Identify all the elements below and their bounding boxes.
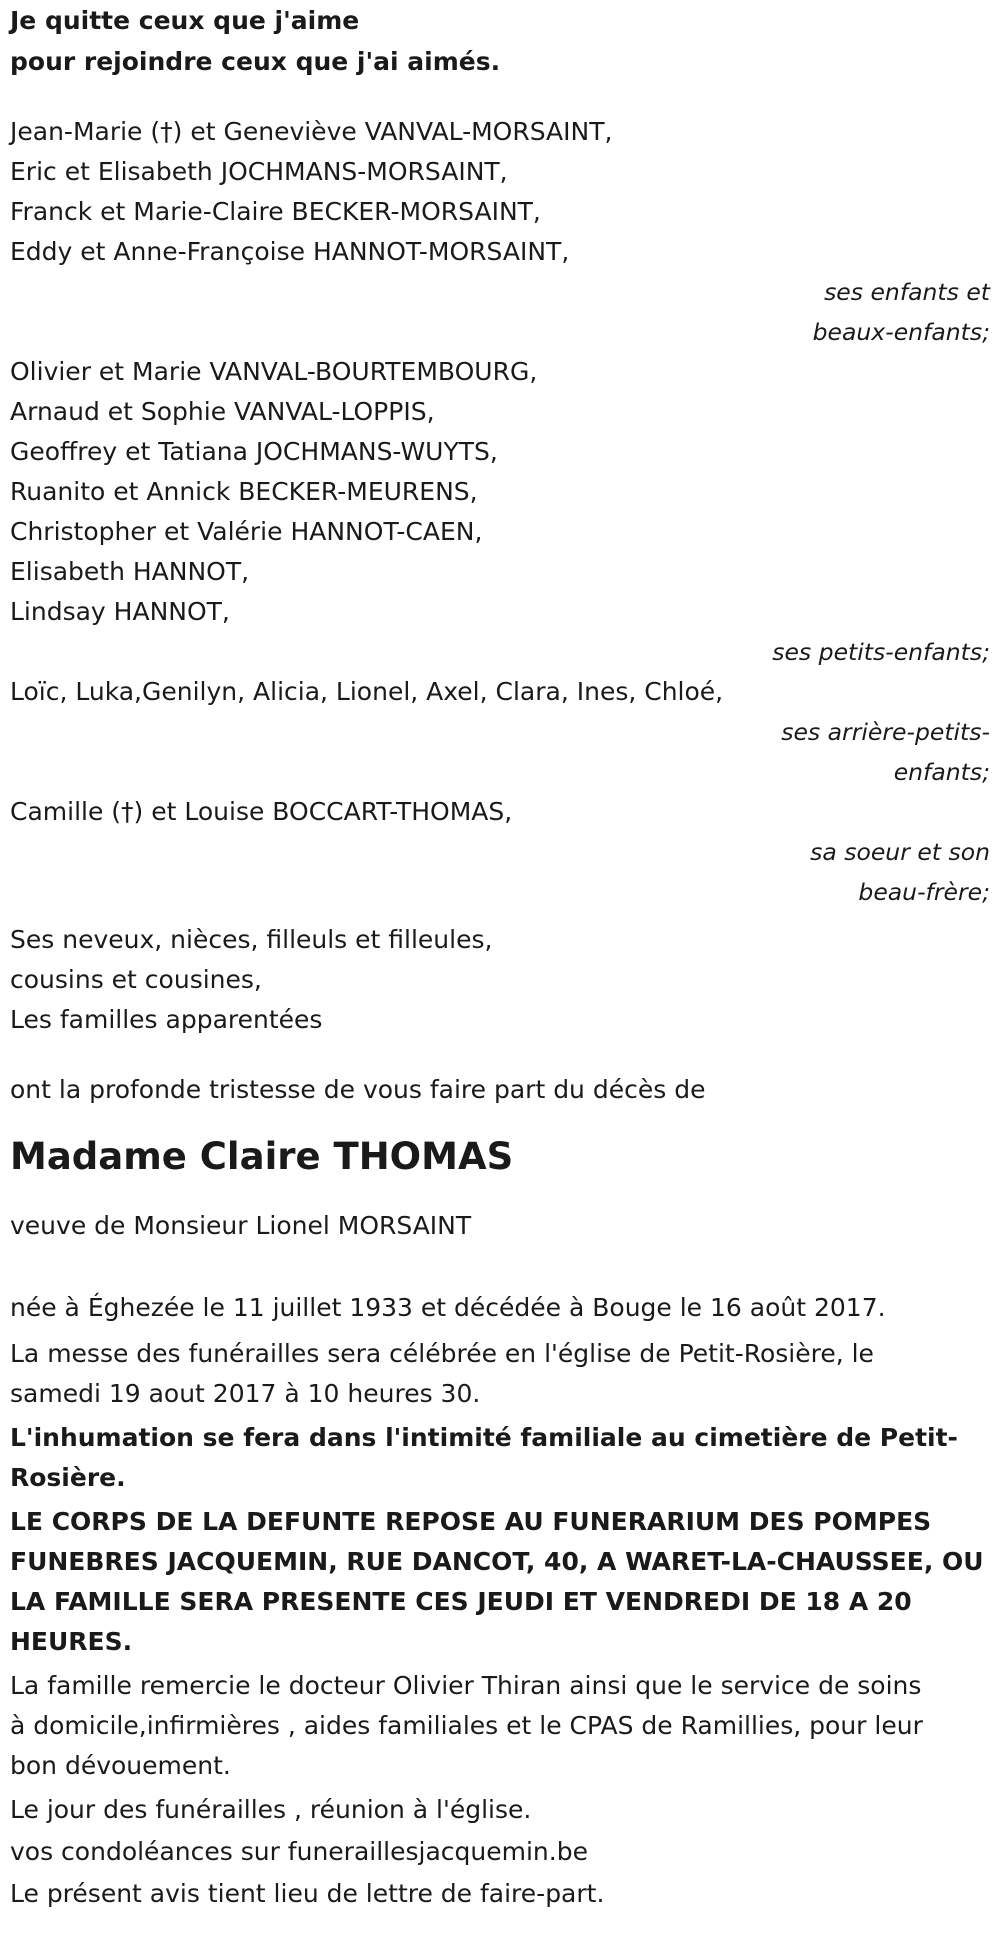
meeting-info: Le jour des funérailles , réunion à l'église. — [10, 1795, 532, 1824]
family-member: Geoffrey et Tatiana JOCHMANS-WUYTS, — [10, 437, 498, 466]
family-member: Eddy et Anne-Françoise HANNOT-MORSAINT, — [10, 237, 570, 266]
grandchildren-role: ses petits-enfants; — [772, 638, 990, 666]
family-member: Elisabeth HANNOT, — [10, 557, 250, 586]
family-member: Franck et Marie-Claire BECKER-MORSAINT, — [10, 197, 541, 226]
burial-line: L'inhumation se fera dans l'intimité familiale au cimetière de Petit- — [10, 1423, 958, 1452]
sibling-role — [10, 832, 990, 912]
mass-line: La messe des funérailles sera célébrée en l'église de Petit-Rosière, le — [10, 1339, 874, 1368]
funerarium-line: FUNEBRES JACQUEMIN, RUE DANCOT, 40, A WARET-LA-CHAUSSEE, OU — [10, 1547, 984, 1576]
epigraph-line: Je quitte ceux que j'aime — [10, 6, 360, 35]
relatives-line: Ses neveux, nièces, filleuls et filleules, — [10, 925, 493, 954]
children-list — [10, 112, 990, 272]
thanks-line: La famille remercie le docteur Olivier Thiran ainsi que le service de soins — [10, 1671, 922, 1700]
family-member: Arnaud et Sophie VANVAL-LOPPIS, — [10, 397, 435, 426]
family-member: Christopher et Valérie HANNOT-CAEN, — [10, 517, 483, 546]
burial-line: Rosière. — [10, 1463, 126, 1492]
obituary-notice — [10, 0, 990, 1914]
family-member: Olivier et Marie VANVAL-BOURTEMBOURG, — [10, 357, 538, 386]
burial-info — [10, 1418, 990, 1498]
thanks-info — [10, 1666, 990, 1786]
family-member: Eric et Elisabeth JOCHMANS-MORSAINT, — [10, 157, 508, 186]
funerarium-line: LA FAMILLE SERA PRESENTE CES JEUDI ET VENDREDI DE 18 A 20 — [10, 1587, 912, 1616]
announcement: ont la profonde tristesse de vous faire part du décès de — [10, 1075, 706, 1104]
closing-statement: Le présent avis tient lieu de lettre de faire-part. — [10, 1879, 605, 1908]
mass-info — [10, 1334, 990, 1414]
deceased-name: Madame Claire THOMAS — [10, 1135, 514, 1178]
relatives-line: cousins et cousines, — [10, 965, 262, 994]
epigraph-line: pour rejoindre ceux que j'ai aimés. — [10, 47, 501, 76]
role-line: ses enfants et — [824, 278, 990, 306]
sibling: Camille (†) et Louise BOCCART-THOMAS, — [10, 797, 513, 826]
thanks-line: à domicile,infirmières , aides familiales et le CPAS de Ramillies, pour leur — [10, 1711, 923, 1740]
role-line: ses arrière-petits- — [781, 718, 990, 746]
widow-of: veuve de Monsieur Lionel MORSAINT — [10, 1211, 472, 1240]
children-role — [10, 272, 990, 352]
thanks-line: bon dévouement. — [10, 1751, 231, 1780]
family-member: Lindsay HANNOT, — [10, 597, 230, 626]
role-line: beau-frère; — [858, 878, 990, 906]
funerarium-line: HEURES. — [10, 1627, 133, 1656]
great-grandchildren-role — [10, 712, 990, 792]
mass-line: samedi 19 aout 2017 à 10 heures 30. — [10, 1379, 481, 1408]
role-line: sa soeur et son — [810, 838, 990, 866]
birth-death-dates: née à Éghezée le 11 juillet 1933 et décédée à Bouge le 16 août 2017. — [10, 1293, 886, 1322]
role-line: beaux-enfants; — [812, 318, 990, 346]
relatives-line: Les familles apparentées — [10, 1005, 323, 1034]
role-line: enfants; — [893, 758, 990, 786]
other-relatives — [10, 920, 990, 1040]
funerarium-line: LE CORPS DE LA DEFUNTE REPOSE AU FUNERARIUM DES POMPES — [10, 1507, 932, 1536]
family-member: Ruanito et Annick BECKER-MEURENS, — [10, 477, 478, 506]
condolences-info: vos condoléances sur funeraillesjacquemin.be — [10, 1837, 588, 1866]
grandchildren-list — [10, 352, 990, 632]
funerarium-info — [10, 1502, 990, 1662]
great-grandchildren-list: Loïc, Luka,Genilyn, Alicia, Lionel, Axel, Clara, Ines, Chloé, — [10, 677, 724, 706]
family-member: Jean-Marie (†) et Geneviève VANVAL-MORSAINT, — [10, 117, 613, 146]
